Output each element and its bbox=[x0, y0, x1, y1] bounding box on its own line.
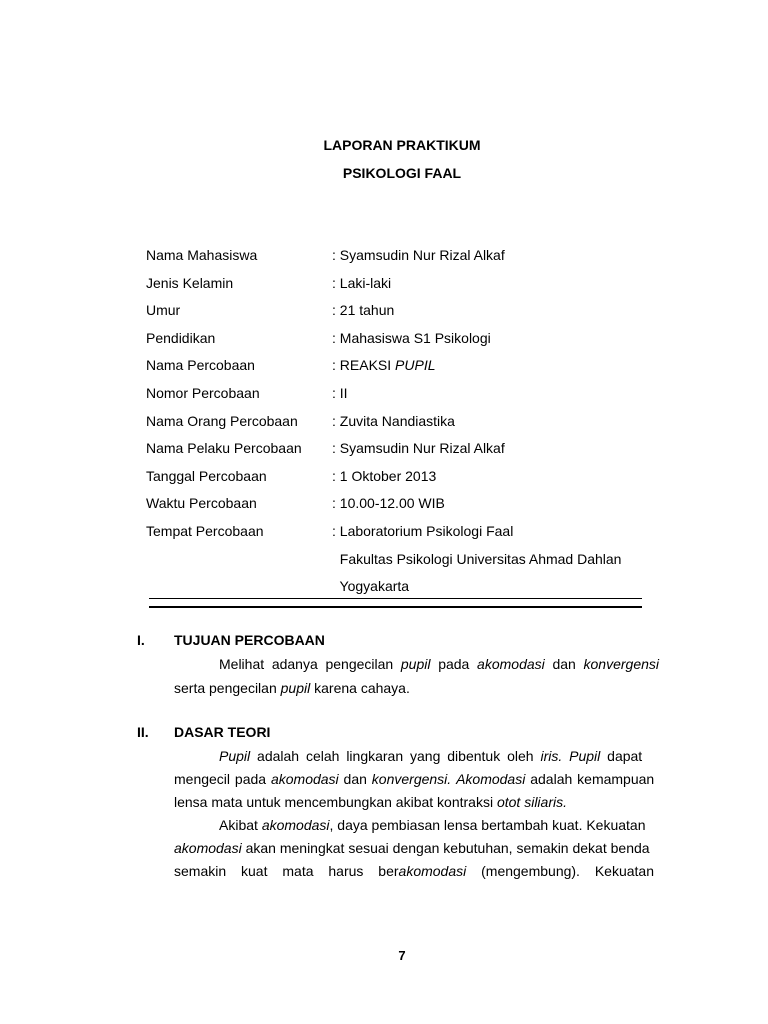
info-value: : II bbox=[332, 384, 348, 401]
section-1-title: TUJUAN PERCOBAAN bbox=[174, 632, 325, 648]
text: akan meningkat sesuai dengan kebutuhan, semakin dekat benda bbox=[241, 840, 650, 856]
italic-text: akomodasi bbox=[261, 817, 330, 833]
info-value: : Syamsudin Nur Rizal Alkaf bbox=[332, 247, 505, 263]
paragraph-line bbox=[174, 680, 659, 697]
info-value: : Syamsudin Nur Rizal Alkaf bbox=[332, 440, 505, 457]
text: , daya pembiasan lensa bertambah kuat. Kekuatan bbox=[329, 817, 646, 833]
info-value: : Laboratorium Psikologi Faal bbox=[332, 522, 514, 539]
info-row-waktu-percobaan bbox=[146, 495, 646, 523]
section-2-number: II. bbox=[137, 724, 149, 740]
italic-text: akomodasi bbox=[174, 840, 242, 856]
info-value: Fakultas Psikologi Universitas Ahmad Dahlan bbox=[332, 550, 622, 567]
info-label: Tanggal Percobaan bbox=[146, 467, 267, 484]
section-2-title: DASAR TEORI bbox=[174, 724, 271, 740]
info-value: : Zuvita Nandiastika bbox=[332, 412, 455, 429]
page-number: 7 bbox=[398, 948, 406, 963]
text: karena cahaya. bbox=[310, 680, 410, 696]
section-1-number: I. bbox=[137, 632, 145, 648]
info-row-nama-mahasiswa bbox=[146, 247, 646, 275]
info-value: : 21 tahun bbox=[332, 302, 395, 319]
paragraph-line bbox=[174, 771, 659, 788]
info-row-tempat-line-2 bbox=[146, 551, 646, 579]
info-row-pendidikan bbox=[146, 330, 646, 358]
text: dan bbox=[552, 656, 576, 672]
page-title-line-1: LAPORAN PRAKTIKUM bbox=[323, 137, 481, 153]
text: adalah kemampuan bbox=[525, 771, 655, 787]
info-label: Nama Orang Percobaan bbox=[146, 412, 298, 429]
info-label: Tempat Percobaan bbox=[146, 522, 264, 539]
paragraph-line bbox=[219, 817, 659, 834]
paragraph-line bbox=[174, 840, 659, 857]
info-label: Umur bbox=[146, 302, 181, 319]
info-value: : 10.00-12.00 WIB bbox=[332, 495, 445, 512]
paragraph-line bbox=[219, 656, 659, 673]
info-label: Jenis Kelamin bbox=[146, 274, 234, 291]
italic-text: Pupil bbox=[569, 748, 601, 764]
info-row-tanggal-percobaan bbox=[146, 468, 646, 496]
info-row-nomor-percobaan bbox=[146, 385, 646, 413]
italic-text: pupil bbox=[280, 680, 311, 696]
divider-thin bbox=[149, 598, 642, 599]
italic-text: otot siliaris. bbox=[496, 794, 567, 810]
text: Melihat adanya pengecilan bbox=[219, 656, 394, 672]
page-title-line-2: PSIKOLOGI FAAL bbox=[342, 165, 462, 181]
info-table bbox=[146, 247, 646, 606]
info-value: : Mahasiswa S1 Psikologi bbox=[332, 329, 491, 346]
text: dan bbox=[338, 771, 372, 787]
text: dapat bbox=[600, 748, 643, 764]
info-label: Nomor Percobaan bbox=[146, 384, 260, 401]
text: Akibat bbox=[219, 817, 262, 833]
italic-text: akomodasi bbox=[270, 771, 339, 787]
paragraph-line bbox=[174, 794, 659, 811]
italic-text: konvergensi bbox=[583, 656, 660, 672]
info-row-nama-percobaan bbox=[146, 357, 646, 385]
text: semakin kuat mata harus ber bbox=[174, 863, 399, 879]
text: (mengembung). Kekuatan bbox=[466, 863, 654, 879]
paragraph-line bbox=[219, 748, 659, 765]
info-row-umur bbox=[146, 302, 646, 330]
info-label: Nama Percobaan bbox=[146, 357, 255, 374]
text: adalah celah lingkaran yang dibentuk oleh bbox=[250, 748, 541, 764]
italic-text: akomodasi bbox=[477, 656, 545, 672]
info-value: : 1 Oktober 2013 bbox=[332, 467, 437, 484]
italic-text: iris. bbox=[540, 748, 563, 764]
info-row-tempat-line-3 bbox=[146, 578, 646, 606]
text: lensa mata untuk mencembungkan akibat kontraksi bbox=[174, 794, 497, 810]
info-row-tempat-percobaan bbox=[146, 523, 646, 551]
text: mengecil pada bbox=[174, 771, 271, 787]
text: serta pengecilan bbox=[174, 680, 281, 696]
info-row-jenis-kelamin bbox=[146, 275, 646, 303]
italic-text: pupil bbox=[400, 656, 431, 672]
info-label: Nama Pelaku Percobaan bbox=[146, 440, 302, 457]
info-value: Yogyakarta bbox=[332, 578, 410, 595]
italic-text: Pupil bbox=[219, 748, 251, 764]
divider-thick bbox=[149, 606, 642, 608]
italic-text: konvergensi. bbox=[371, 771, 452, 787]
info-value-text: : REAKSI bbox=[332, 357, 396, 374]
info-value-italic: PUPIL bbox=[395, 357, 436, 374]
paragraph-line bbox=[174, 863, 659, 880]
text: pada bbox=[438, 656, 470, 672]
info-row-nama-orang-percobaan bbox=[146, 413, 646, 441]
info-value bbox=[332, 357, 436, 374]
italic-text: Akomodasi bbox=[456, 771, 526, 787]
info-row-nama-pelaku-percobaan bbox=[146, 440, 646, 468]
info-label: Nama Mahasiswa bbox=[146, 247, 258, 263]
info-label: Pendidikan bbox=[146, 329, 216, 346]
info-label: Waktu Percobaan bbox=[146, 495, 257, 512]
italic-text: akomodasi bbox=[398, 863, 467, 879]
info-value: : Laki-laki bbox=[332, 274, 392, 291]
